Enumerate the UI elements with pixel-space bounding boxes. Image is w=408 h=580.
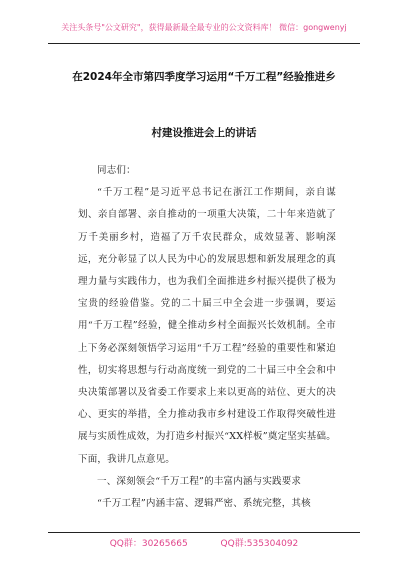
header-banner: 关注头条号"公文研究"，获得最新最全最专业的公文资料库！ 微信：gongwenyj xyxy=(61,23,347,32)
footer-divider xyxy=(48,532,360,533)
footer-qq-group-1: QQ群：30265665 xyxy=(109,539,188,549)
header-divider xyxy=(48,43,360,44)
document-title-line-1: 在2024年全市第四季度学习运用“千万工程”经验推进乡 xyxy=(72,71,336,83)
footer-qq-group-2: QQ群:535304092 xyxy=(220,539,299,549)
body-paragraph: “千万工程”内涵丰富、逻辑严密、系统完整，其核 xyxy=(97,498,311,510)
footer-banner xyxy=(0,536,408,549)
body-paragraph: “千万工程”是习近平总书记在浙江工作期间，亲自谋划、亲自部署、亲自推动的一项重大决策，二十年来造就了万千美丽乡村，造福了万千农民群众，成效显著、影响深远，充分彰显了以人民为中心的发展思想和新发展理念的真理力量与实践伟力，也为我们全面推进乡村振兴提供了极为宝贵的经验借鉴。党的二十届三中全会进一步强调，要运用“千万工程”经验，健全推动乡村全面振兴长效机制。全市上下务必深刻领悟学习运用“千万工程”经验的重要性和紧迫性，切实将思想与行动高度统一到党的二十届三中全会和中央决策部署以及省委工作要求上来以更高的站位、更大的决心、更实的举措，全力推动我市乡村建设工作取得突破性进展与实质性成效，为打造乡村振兴“XX样板”奠定坚实基础。下面，我讲几点意见。 xyxy=(78,187,336,465)
salutation: 同志们： xyxy=(97,165,136,176)
section-heading: 一、深刻领会“千万工程”的丰富内涵与实践要求 xyxy=(97,475,302,487)
document-body xyxy=(78,160,336,515)
document-title-line-2: 村建设推进会上的讲话 xyxy=(151,127,257,139)
